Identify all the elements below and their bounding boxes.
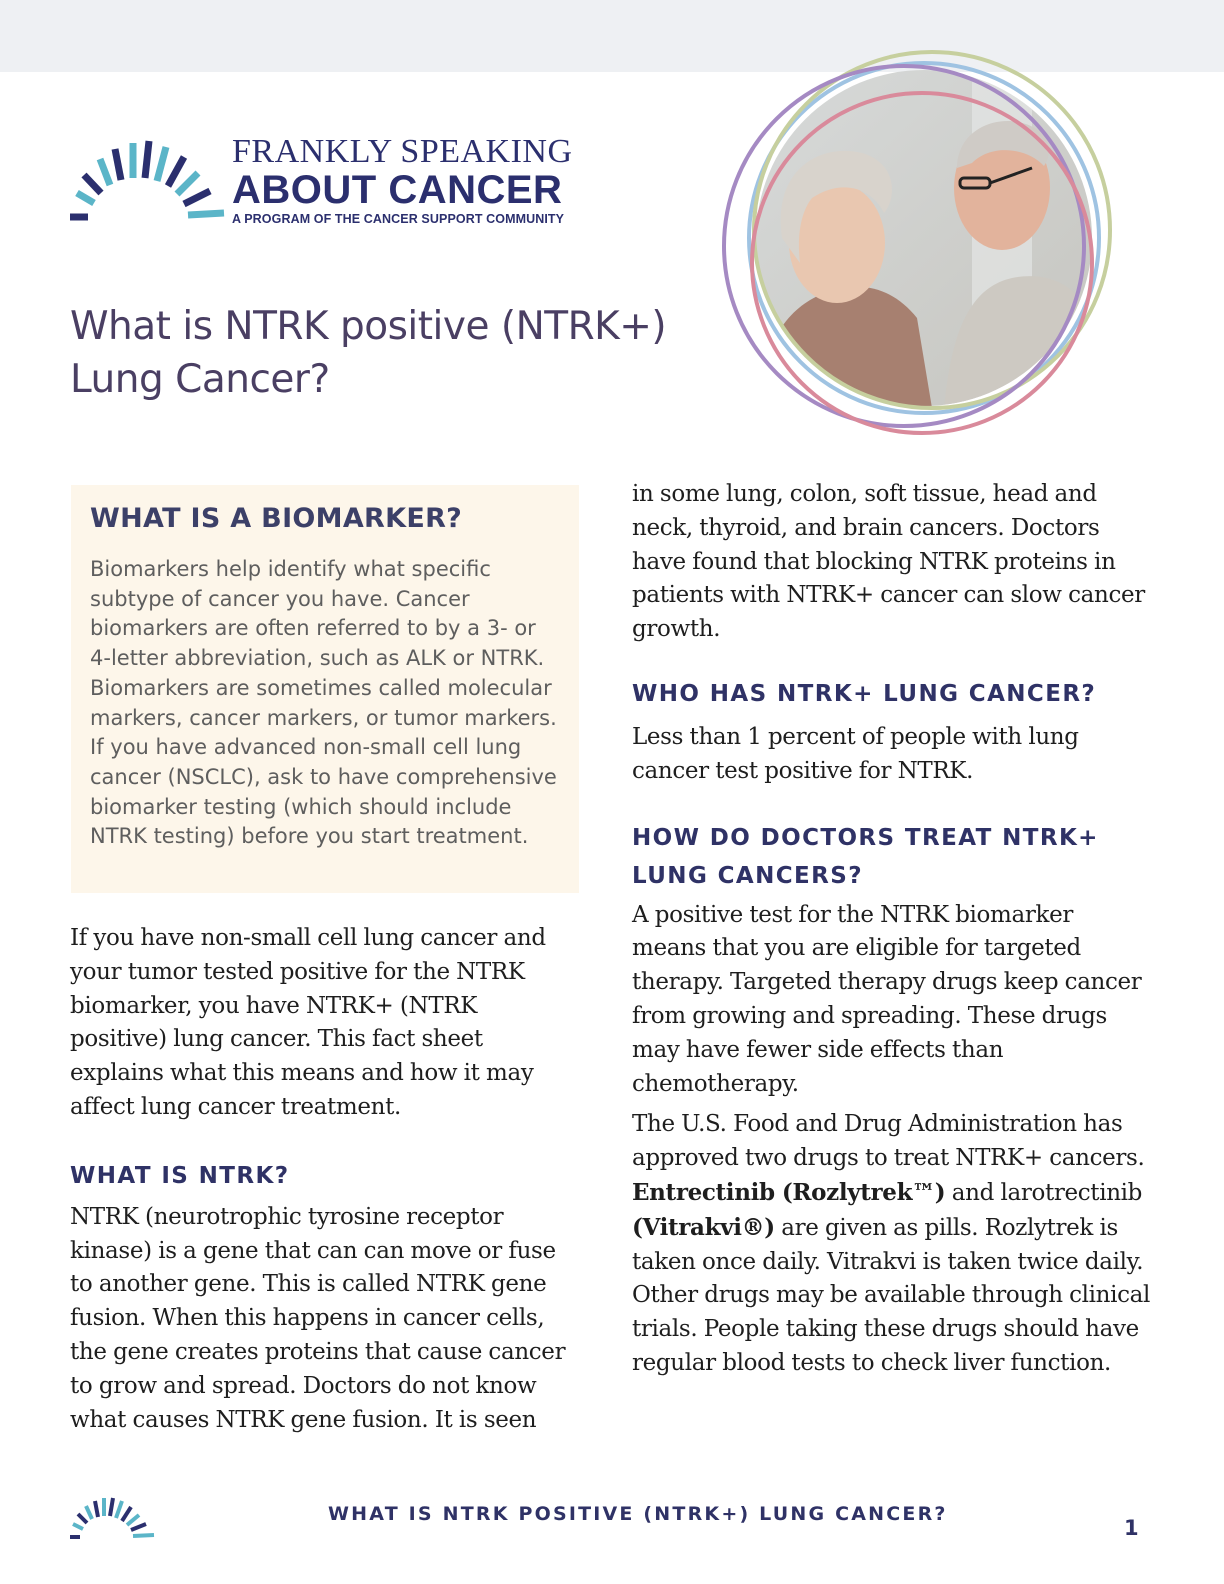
biomarker-text: Biomarkers help identify what specific subtype of cancer you have. Cancer biomarkers are often referred to by a 3- or 4-letter abbreviation, such as ALK or NTRK. Biomarkers are sometimes called molecular markers, cancer markers, or tumor markers. If you have advanced non-small cell lung cancer (NSCLC), ask to have comprehensive biomarker testing (which should include NTRK testing) before you start treatment. [90,557,557,849]
intro-paragraph: If you have non-small cell lung cancer and your tumor tested positive for the NTRK biomarker, you have NTRK+ (NTRK positive) lung cancer. This fact sheet explains what this means and how it may affect lung cancer treatment. [70,925,546,1120]
who-has-ntrk-text: Less than 1 percent of people with lung cancer test positive for NTRK. [632,723,1079,784]
page-number: 1 [1124,1516,1139,1540]
fda-text-part-b: and larotrectinib [945,1179,1143,1206]
biomarker-callout-box [71,485,579,893]
fda-approval-text [632,1108,1152,1380]
couple-photo [712,38,1132,438]
drug-vitrakvi: (Vitrakvi®) [632,1213,775,1241]
what-is-ntrk-heading: WHAT IS NTRK? [70,1162,290,1189]
who-has-ntrk-heading: WHO HAS NTRK+ LUNG CANCER? [632,680,1097,707]
fda-text-part-a: The U.S. Food and Drug Administration has approved two drugs to treat NTRK+ cancers. [632,1111,1145,1172]
page-title-line-2: Lung Cancer? [70,357,330,402]
continued-paragraph: in some lung, colon, soft tissue, head and neck, thyroid, and brain cancers. Doctors have found that blocking NTRK proteins in patients with NTRK+ cancer can slow cancer growth. [632,481,1145,643]
how-treat-heading-line-1: HOW DO DOCTORS TREAT NTRK+ [632,824,1099,851]
drug-entrectinib: Entrectinib (Rozlytrek™) [632,1178,946,1206]
left-column [70,922,580,1437]
logo-tagline: A PROGRAM OF THE CANCER SUPPORT COMMUNITY [232,212,565,226]
how-treat-heading-line-2: LUNG CANCERS? [632,862,863,889]
how-treat-heading [632,819,1152,895]
logo-line-about-cancer: ABOUT CANCER [232,168,563,212]
right-column [632,478,1152,1381]
biomarker-heading: WHAT IS A BIOMARKER? [90,503,463,534]
page-title-line-1: What is NTRK positive (NTRK+) [70,304,667,349]
footer-title: WHAT IS NTRK POSITIVE (NTRK+) LUNG CANCER? [328,1503,948,1525]
footer-sunburst-icon [70,1495,156,1541]
page-title [70,300,710,406]
sunburst-logo-icon [70,135,230,225]
treatment-text: A positive test for the NTRK biomarker means that you are eligible for targeted therapy. Targeted therapy drugs keep cancer from growing and spreading. These drugs may have fewer side effects than chemotherapy. [632,901,1142,1097]
logo-wordmark [232,135,573,227]
logo-line-frankly-speaking: FRANKLY SPEAKING [232,133,573,170]
fda-text-part-c: are given as pills. Rozlytrek is taken once daily. Vitrakvi is taken twice daily. Other drugs may be available through clinical trials. People taking these drugs should have regular blood tests to check liver function. [632,1214,1151,1376]
what-is-ntrk-text: NTRK (neurotrophic tyrosine receptor kinase) is a gene that can can move or fuse to another gene. This is called NTRK gene fusion. When this happens in cancer cells, the gene creates proteins that cause cancer to grow and spread. Doctors do not know what causes NTRK gene fusion. It is seen [70,1203,566,1433]
frankly-speaking-logo [70,135,590,235]
